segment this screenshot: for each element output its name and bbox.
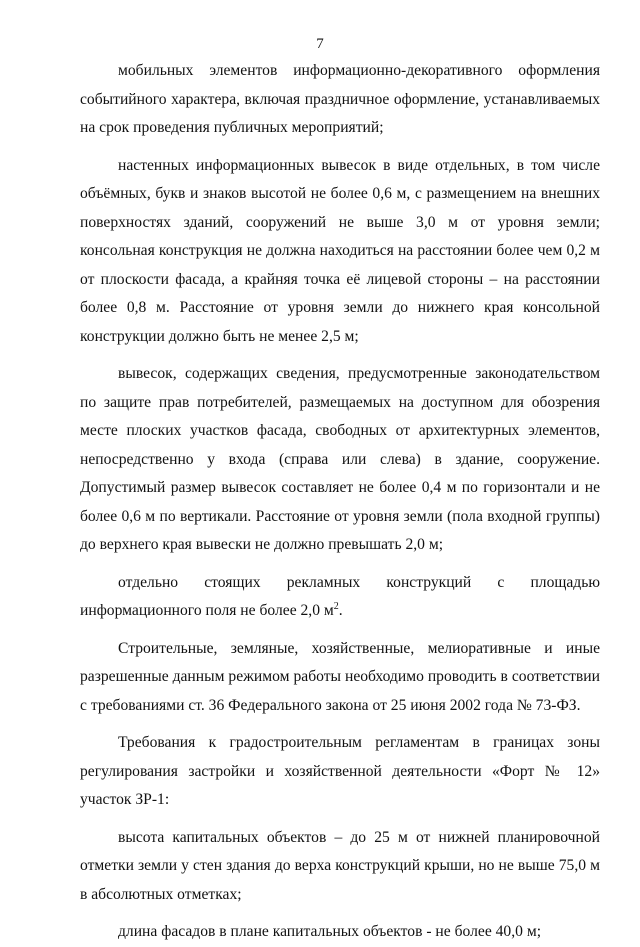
document-body xyxy=(80,57,600,947)
advertising-tail: . xyxy=(338,602,343,619)
page-number: 7 xyxy=(316,36,324,52)
paragraph-wall-signs: настенных информационных вывесок в виде отдельных, в том числе объёмных, букв и знаков высотой не более 0,6 м, с размещением на внешних поверхностях зданий, сооружений не выше 3,0 м от уровня земли; консольная конструкция не должна находиться на расстоянии более чем 0,2 м от плоскости фасада, а крайняя точка её лицевой стороны – на расстоянии более 0,8 м. Расстояние от уровня земли до нижнего края консольной конструкции должно быть не менее 2,5 м; xyxy=(80,156,600,345)
paragraph-construction-works: Строительные, земляные, хозяйственные, мелиоративные и иные разрешенные данным режимом работы необходимо проводить в соответствии с требованиями ст. 36 Федерального закона от 25 июня 2002 года № 73-ФЗ. xyxy=(80,639,600,714)
paragraph-advertising-structures xyxy=(80,569,600,626)
advertising-text: отдельно стоящих рекламных конструкций с площадью информационного поля не более 2,0 м xyxy=(80,573,600,619)
area-unit-superscript: 2 xyxy=(333,600,339,612)
paragraph-mobile-elements: мобильных элементов информационно-декоративного оформления событийного характера, включая праздничное оформление, устанавливаемых на срок проведения публичных мероприятий; xyxy=(80,62,600,136)
paragraph-object-height: высота капитальных объектов – до 25 м от нижней планировочной отметки земли у стен здания до верха конструкций крыши, но не выше 75,0 м в абсолютных отметках; xyxy=(80,828,600,903)
paragraph-zone-requirements: Требования к градостроительным регламентам в границах зоны регулирования застройки и хозяйственной деятельности «Форт № 12» участок ЗР-1: xyxy=(80,734,600,808)
paragraph-facade-length: длина фасадов в плане капитальных объектов - не более 40,0 м; xyxy=(118,923,542,940)
paragraph-consumer-signs: вывесок, содержащих сведения, предусмотренные законодательством по защите прав потребителей, размещаемых на доступном для обозрения месте плоских участков фасада, свободных от архитектурных элементов, непосредственно у входа (справа или слева) в здание, сооружение. Допустимый размер вывесок составляет не более 0,4 м по горизонтали и не более 0,6 м по вертикали. Расстояние от уровня земли (пола входной группы) до верхнего края вывески не должно превышать 2,0 м; xyxy=(80,365,600,553)
